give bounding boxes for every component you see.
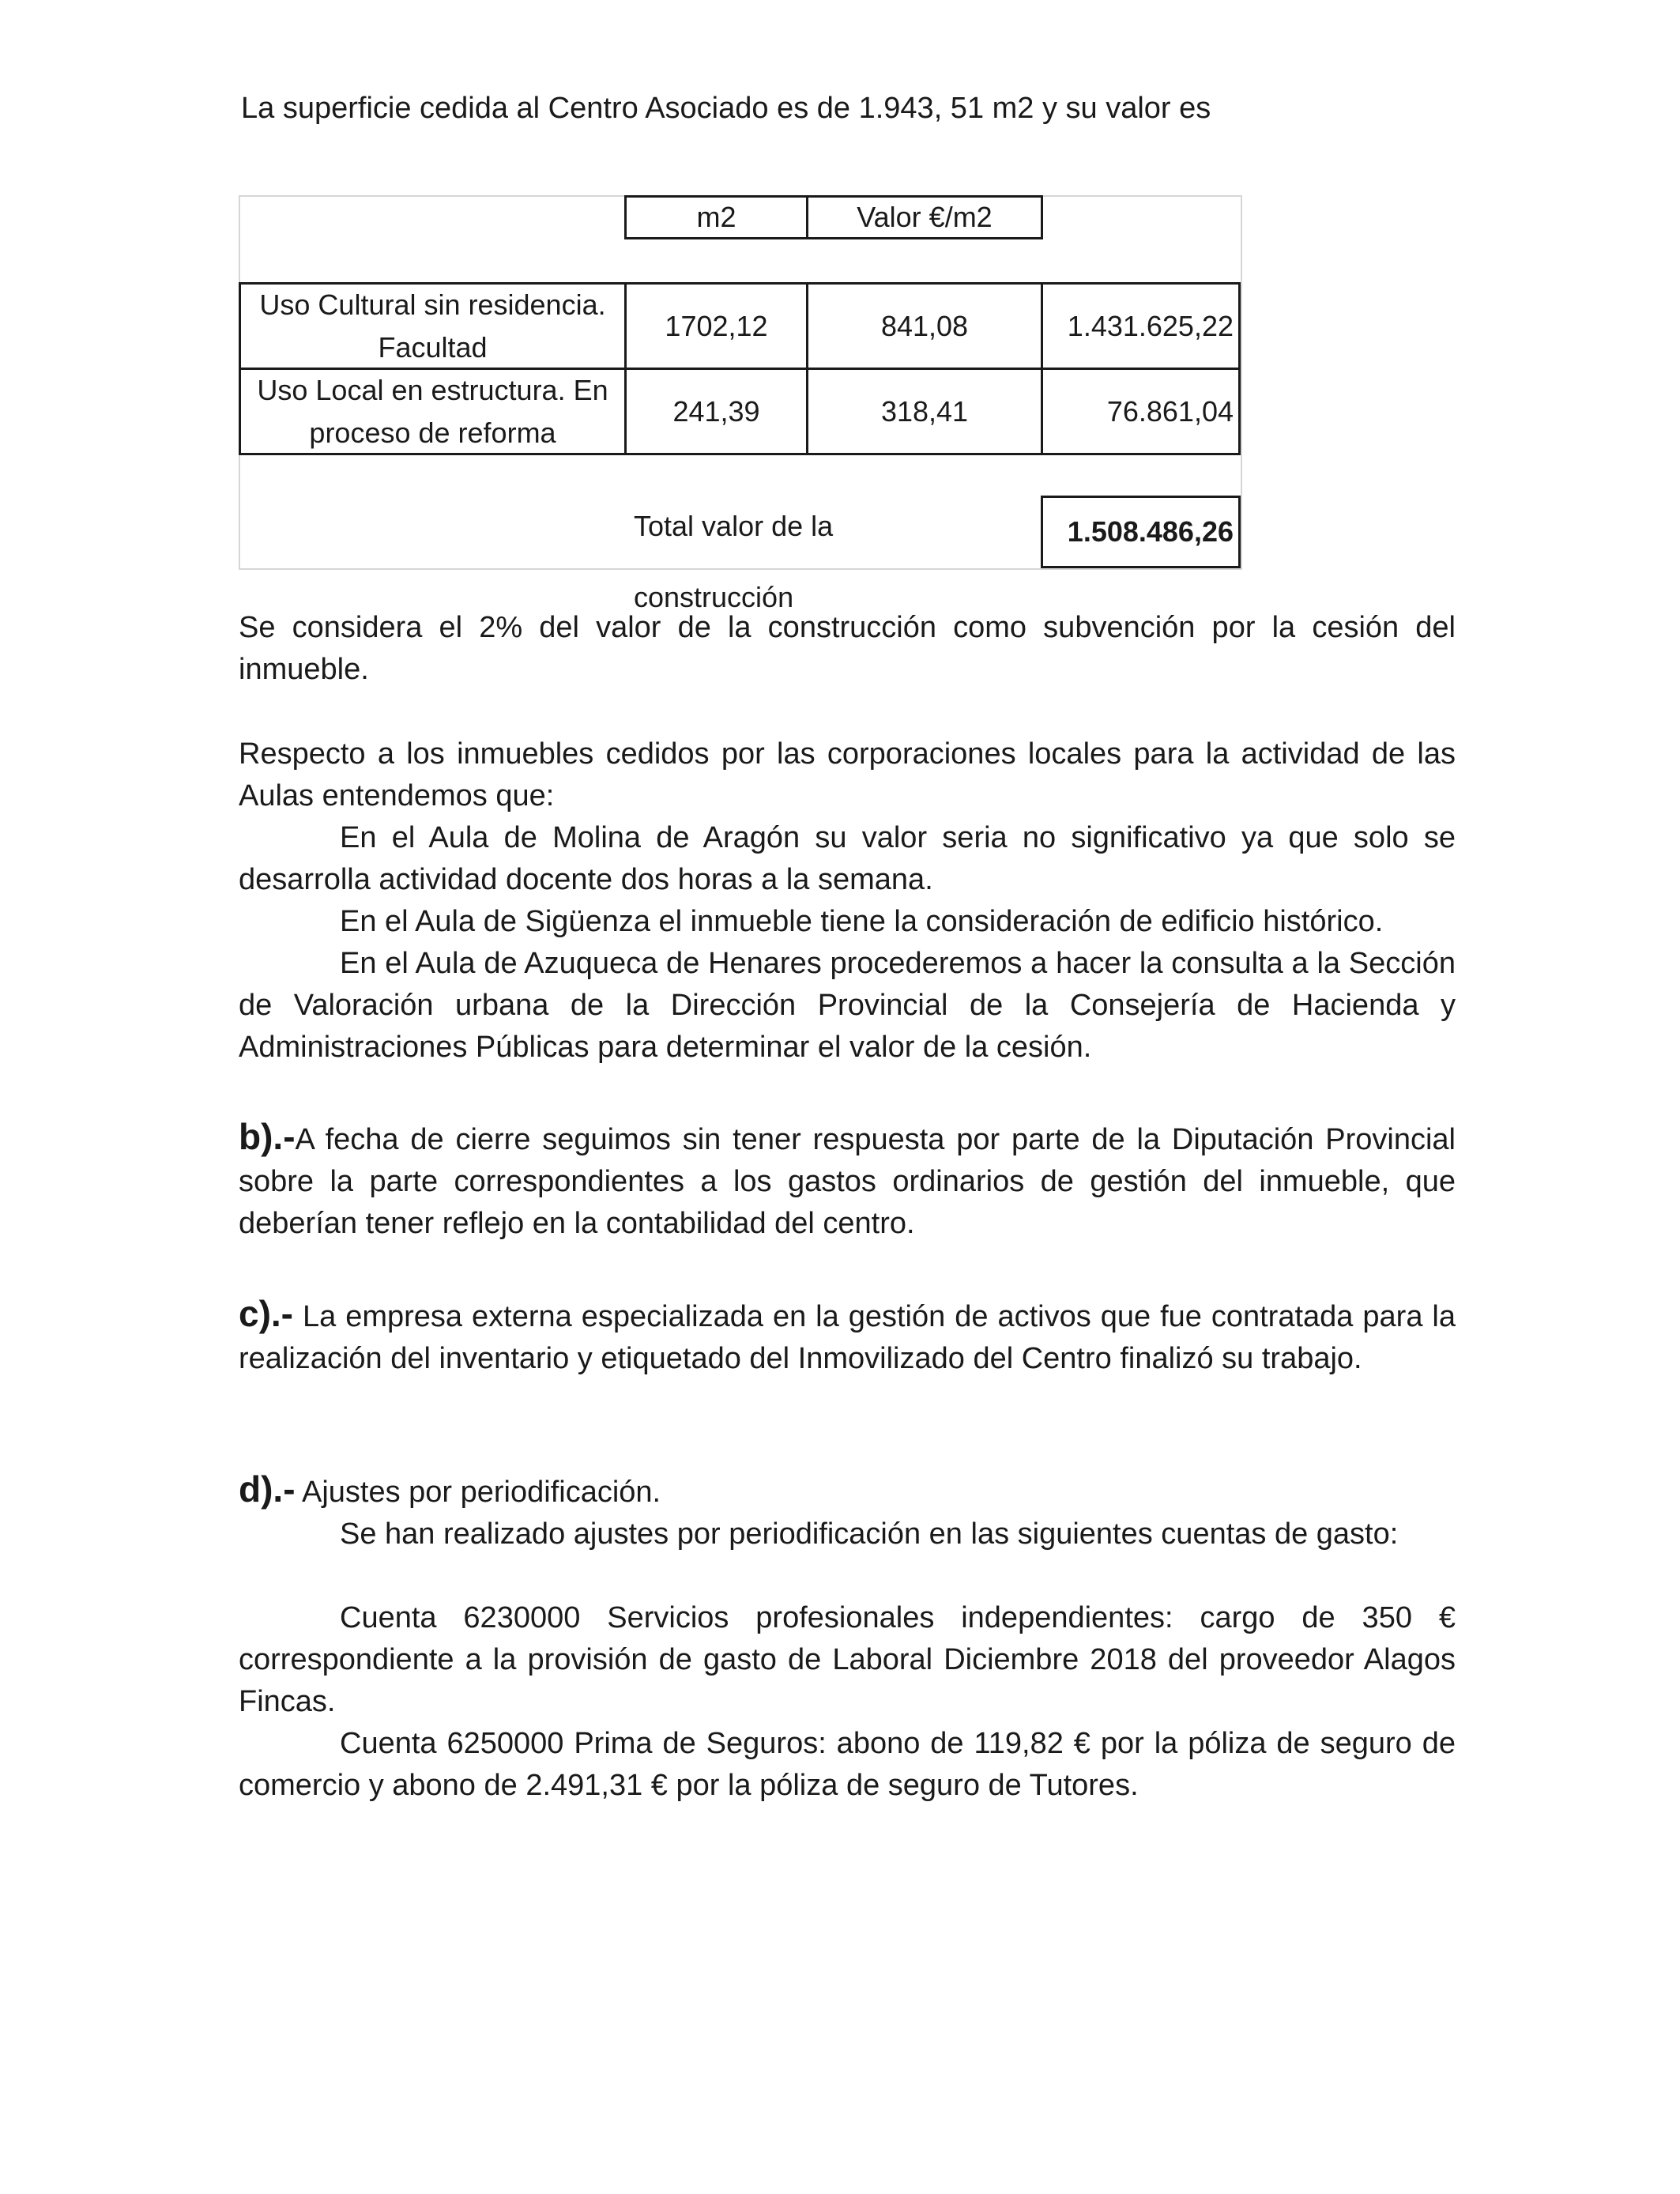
row1-total: 1.431.625,22 [1041, 282, 1241, 370]
section-c [239, 1293, 1456, 1380]
total-value: 1.508.486,26 [1041, 496, 1241, 568]
paragraph-subvencion [239, 607, 1456, 691]
subvencion-text: Se considera el 2% del valor de la construcción como subvención por la cesión del inmueble. [239, 611, 1456, 686]
molina-text: En el Aula de Molina de Aragón su valor seria no significativo ya que solo se desarrolla actividad docente dos horas a la semana. [239, 821, 1456, 896]
azuqueca-text: En el Aula de Azuqueca de Henares procederemos a hacer la consulta a la Sección de Valoración urbana de la Dirección Provincial de la Consejería de Hacienda y Administraciones Públicas para determinar el valor de la cesión. [239, 947, 1456, 1064]
row2-label: Uso Local en estructura. En proceso de reforma [239, 368, 627, 455]
section-c-text: La empresa externa especializada en la gestión de activos que fue contratada para la realización del inventario y etiquetado del Inmovilizado del Centro finalizó su trabajo. [239, 1300, 1456, 1375]
respecto-text: Respecto a los inmuebles cedidos por las corporaciones locales para la actividad de las Aulas entendemos que: [239, 737, 1456, 812]
section-b-label: b).- [239, 1116, 296, 1157]
intro-line: La superficie cedida al Centro Asociado es de 1.943, 51 m2 y su valor es [241, 92, 1211, 125]
section-d-text: Ajustes por periodificación. [295, 1476, 661, 1509]
section-c-label: c).- [239, 1293, 293, 1334]
row2-m2: 241,39 [624, 368, 808, 455]
valuation-table [239, 195, 1241, 613]
header-m2: m2 [624, 195, 808, 239]
section-b [239, 1116, 1456, 1245]
paragraph-inmuebles [239, 733, 1456, 1069]
header-valor: Valor €/m2 [806, 195, 1043, 239]
row2-total: 76.861,04 [1041, 368, 1241, 455]
row1-label: Uso Cultural sin residencia. Facultad [239, 282, 627, 370]
cuenta-6230000: Cuenta 6230000 Servicios profesionales independientes: cargo de 350 € correspondiente a la provisión de gasto de Laboral Diciembre 2018 del proveedor Alagos Fincas. [239, 1601, 1456, 1718]
section-d-intro: Se han realizado ajustes por periodificación en las siguientes cuentas de gasto: [340, 1517, 1399, 1551]
row1-valor: 841,08 [806, 282, 1043, 370]
row2-valor: 318,41 [806, 368, 1043, 455]
section-d [239, 1468, 1456, 1807]
row1-m2: 1702,12 [624, 282, 808, 370]
section-b-text: A fecha de cierre seguimos sin tener respuesta por parte de la Diputación Provincial sobre la parte correspondientes a los gastos ordinarios de gestión del inmueble, que deberían tener reflejo en la contabilidad del centro. [239, 1123, 1456, 1240]
siguenza-text: En el Aula de Sigüenza el inmueble tiene la consideración de edificio histórico. [340, 905, 1384, 938]
section-d-label: d).- [239, 1468, 296, 1510]
blank-line [239, 1555, 1456, 1597]
cuenta-6250000: Cuenta 6250000 Prima de Seguros: abono de 119,82 € por la póliza de seguro de comercio y abono de 2.491,31 € por la póliza de seguro de Tutores. [239, 1727, 1456, 1802]
total-label: Total valor de la construcción [634, 510, 834, 613]
